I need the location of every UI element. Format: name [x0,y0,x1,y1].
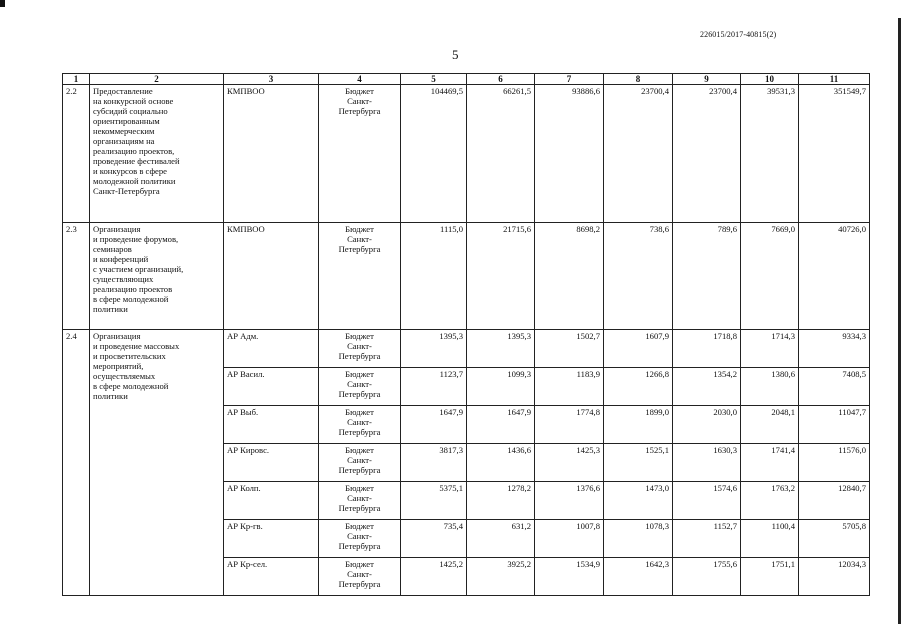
row-number: 2.3 [63,223,90,330]
row-executor: КМПВОО [224,223,319,330]
value-cell: 1525,1 [604,444,673,482]
value-cell: 104469,5 [401,85,467,223]
value-cell: 39531,3 [741,85,799,223]
value-cell: 1152,7 [673,520,741,558]
value-cell: 3925,2 [467,558,535,596]
header-cell: 2 [90,74,224,85]
value-cell: 1278,2 [467,482,535,520]
value-cell: 66261,5 [467,85,535,223]
value-cell: 1266,8 [604,368,673,406]
value-cell: 1395,3 [401,330,467,368]
value-cell: 1354,2 [673,368,741,406]
value-cell: 2048,1 [741,406,799,444]
header-cell: 4 [319,74,401,85]
value-cell: 1099,3 [467,368,535,406]
value-cell: 5705,8 [799,520,870,558]
value-cell: 631,2 [467,520,535,558]
corner-mark [0,0,5,7]
row-source: Бюджет Санкт- Петербурга [319,482,401,520]
value-cell: 11047,7 [799,406,870,444]
value-cell: 1534,9 [535,558,604,596]
scan-edge-line [898,18,901,624]
row-executor: АР Васил. [224,368,319,406]
document-number: 226015/2017-40815(2) [700,30,777,39]
value-cell: 1751,1 [741,558,799,596]
value-cell: 1607,9 [604,330,673,368]
page-number: 5 [452,47,459,62]
row-source: Бюджет Санкт- Петербурга [319,330,401,368]
value-cell: 1380,6 [741,368,799,406]
value-cell: 93886,6 [535,85,604,223]
value-cell: 23700,4 [604,85,673,223]
value-cell: 1642,3 [604,558,673,596]
value-cell: 1425,2 [401,558,467,596]
row-description: Предоставление на конкурсной основе субсидий социально ориентированным некоммерческим организациям на реализацию проектов, проведение фестивалей и конкурсов в сфере молодежной политики Санкт-Петербурга [90,85,224,223]
value-cell: 7408,5 [799,368,870,406]
value-cell: 1899,0 [604,406,673,444]
value-cell: 1647,9 [401,406,467,444]
value-cell: 1630,3 [673,444,741,482]
value-cell: 1718,8 [673,330,741,368]
header-cell: 8 [604,74,673,85]
row-source: Бюджет Санкт- Петербурга [319,520,401,558]
value-cell: 9334,3 [799,330,870,368]
value-cell: 1395,3 [467,330,535,368]
value-cell: 1763,2 [741,482,799,520]
value-cell: 7669,0 [741,223,799,330]
value-cell: 11576,0 [799,444,870,482]
value-cell: 1078,3 [604,520,673,558]
header-cell: 6 [467,74,535,85]
header-cell: 11 [799,74,870,85]
header-cell: 3 [224,74,319,85]
value-cell: 1574,6 [673,482,741,520]
row-executor: АР Кр-гв. [224,520,319,558]
value-cell: 1436,6 [467,444,535,482]
value-cell: 1774,8 [535,406,604,444]
value-cell: 1115,0 [401,223,467,330]
header-cell: 9 [673,74,741,85]
row-description: Организация и проведение форумов, семинаров и конференций с участием организаций, существляющих реализацию проектов в сфере молодежной политики [90,223,224,330]
row-executor: АР Колп. [224,482,319,520]
row-description: Организация и проведение массовых и просветительских мероприятий, осуществляемых в сфере молодежной политики [90,330,224,596]
value-cell: 5375,1 [401,482,467,520]
value-cell: 40726,0 [799,223,870,330]
value-cell: 3817,3 [401,444,467,482]
value-cell: 23700,4 [673,85,741,223]
value-cell: 1100,4 [741,520,799,558]
row-source: Бюджет Санкт- Петербурга [319,406,401,444]
value-cell: 1647,9 [467,406,535,444]
table-row [63,330,870,368]
header-cell: 1 [63,74,90,85]
value-cell: 8698,2 [535,223,604,330]
row-source: Бюджет Санкт- Петербурга [319,85,401,223]
value-cell: 1502,7 [535,330,604,368]
value-cell: 2030,0 [673,406,741,444]
row-number: 2.4 [63,330,90,596]
row-executor: АР Кировс. [224,444,319,482]
row-executor: КМПВОО [224,85,319,223]
row-source: Бюджет Санкт- Петербурга [319,223,401,330]
value-cell: 12034,3 [799,558,870,596]
header-row [63,74,870,85]
table-row [63,223,870,330]
value-cell: 1755,6 [673,558,741,596]
value-cell: 738,6 [604,223,673,330]
value-cell: 1741,4 [741,444,799,482]
row-number: 2.2 [63,85,90,223]
value-cell: 735,4 [401,520,467,558]
value-cell: 1714,3 [741,330,799,368]
row-executor: АР Кр-сел. [224,558,319,596]
row-executor: АР Выб. [224,406,319,444]
value-cell: 21715,6 [467,223,535,330]
value-cell: 1376,6 [535,482,604,520]
header-cell: 10 [741,74,799,85]
value-cell: 789,6 [673,223,741,330]
header-cell: 7 [535,74,604,85]
value-cell: 1007,8 [535,520,604,558]
value-cell: 12840,7 [799,482,870,520]
row-source: Бюджет Санкт- Петербурга [319,558,401,596]
value-cell: 1123,7 [401,368,467,406]
value-cell: 1425,3 [535,444,604,482]
header-cell: 5 [401,74,467,85]
value-cell: 1183,9 [535,368,604,406]
row-source: Бюджет Санкт- Петербурга [319,368,401,406]
row-source: Бюджет Санкт- Петербурга [319,444,401,482]
value-cell: 351549,7 [799,85,870,223]
budget-table [62,73,870,596]
row-executor: АР Адм. [224,330,319,368]
value-cell: 1473,0 [604,482,673,520]
table-row [63,85,870,223]
